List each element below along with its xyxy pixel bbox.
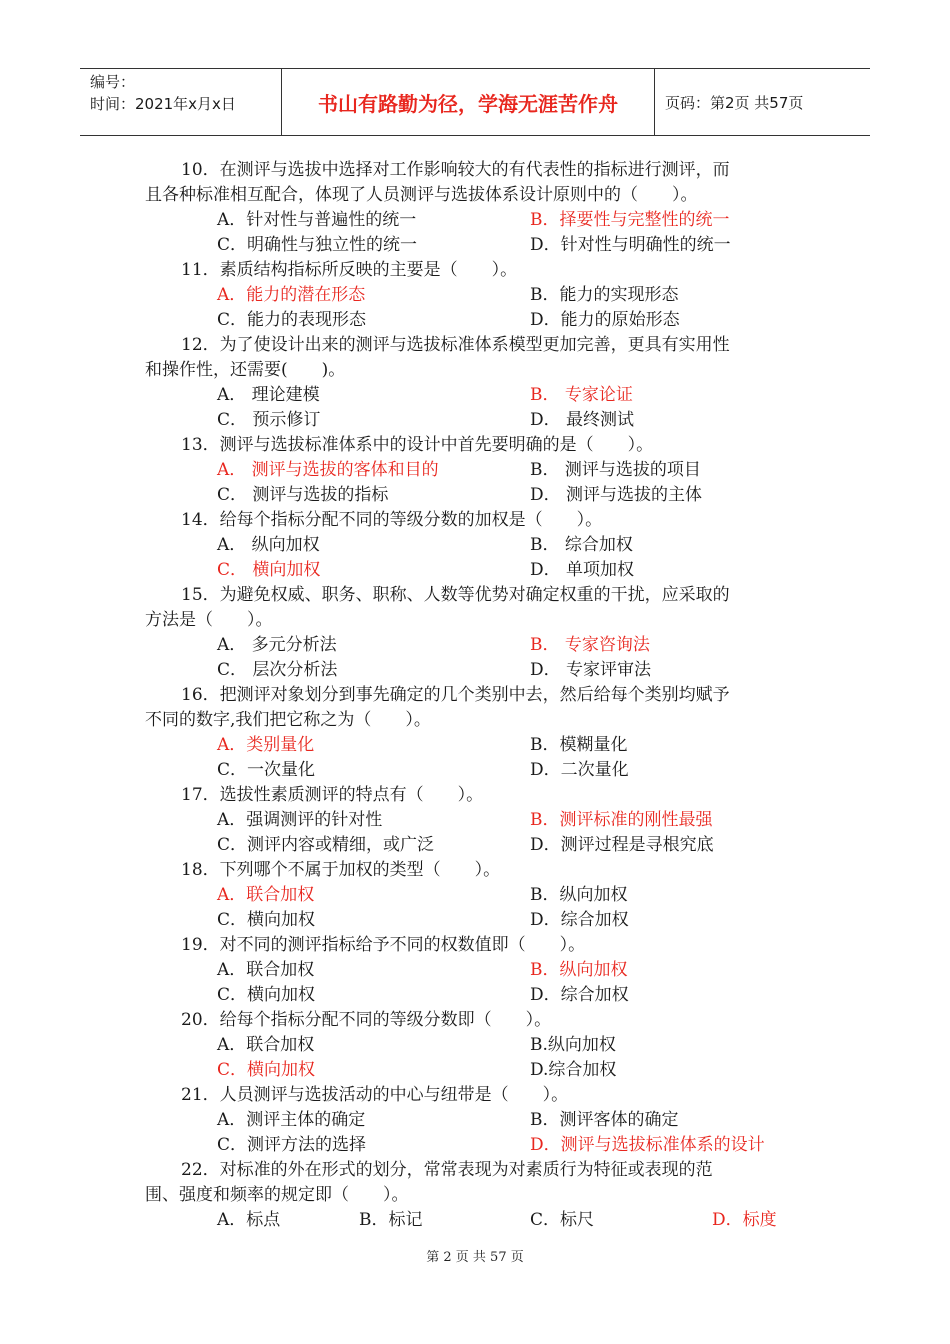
time-label: 时间：2021年x月x日 [90, 95, 236, 113]
option: D．二次量化 [530, 760, 629, 780]
options-row [145, 458, 805, 483]
option: C．能力的表现形态 [217, 310, 367, 330]
option: D． 测评与选拔的主体 [530, 485, 703, 505]
options-row [145, 808, 805, 833]
question-q12 [145, 333, 805, 433]
question-stem-continued: 和操作性，还需要( )。 [145, 360, 346, 380]
options-row [145, 1033, 805, 1058]
question-q10 [145, 158, 805, 258]
question-q11 [145, 258, 805, 333]
option: D．能力的原始形态 [530, 310, 680, 330]
answer-option: A．类别量化 [217, 735, 315, 755]
question-q14 [145, 508, 805, 583]
options-row [145, 758, 805, 783]
option: B．标记 [359, 1210, 423, 1230]
options-row [145, 558, 805, 583]
option: B．纵向加权 [530, 885, 628, 905]
options-row [145, 233, 805, 258]
question-stem-continued: 方法是（ ）。 [145, 610, 273, 630]
options-row [145, 533, 805, 558]
options-row [145, 283, 805, 308]
question-stem: 21．人员测评与选拔活动的中心与纽带是（ ）。 [181, 1085, 569, 1105]
option: A． 纵向加权 [217, 535, 320, 555]
answer-option: A．联合加权 [217, 885, 315, 905]
option: B.纵向加权 [530, 1035, 616, 1055]
options-row [145, 633, 805, 658]
question-stem: 12．为了使设计出来的测评与选拔标准体系模型更加完善，更具有实用性 [181, 335, 730, 355]
question-q16 [145, 683, 805, 783]
header-meta [80, 69, 282, 135]
option: C．横向加权 [217, 910, 316, 930]
option: C． 预示修订 [217, 410, 321, 430]
option: C． 测评与选拔的指标 [217, 485, 389, 505]
option: C．标尺 [530, 1210, 595, 1230]
answer-option: C．横向加权 [217, 1060, 316, 1080]
option: C． 层次分析法 [217, 660, 338, 680]
question-q13 [145, 433, 805, 508]
question-list [145, 158, 805, 1233]
question-q15 [145, 583, 805, 683]
page-footer: 第 2 页 共 57 页 [426, 1250, 524, 1265]
option: B． 综合加权 [530, 535, 633, 555]
option: D．综合加权 [530, 985, 629, 1005]
option: A．联合加权 [217, 1035, 315, 1055]
option: A．测评主体的确定 [217, 1110, 366, 1130]
options-row [145, 883, 805, 908]
option: C．一次量化 [217, 760, 316, 780]
answer-option: D．测评与选拔标准体系的设计 [530, 1135, 765, 1155]
question-stem: 13．测评与选拔标准体系中的设计中首先要明确的是（ ）。 [181, 435, 654, 455]
option: C．横向加权 [217, 985, 316, 1005]
option: D.综合加权 [530, 1060, 617, 1080]
question-stem: 14．给每个指标分配不同的等级分数的加权是（ ）。 [181, 510, 603, 530]
answer-option: B． 专家咨询法 [530, 635, 650, 655]
answer-option: B．测评标准的刚性最强 [530, 810, 713, 830]
option: D．综合加权 [530, 910, 629, 930]
option: D． 最终测试 [530, 410, 635, 430]
question-stem: 15．为避免权威、职务、职称、人数等优势对确定权重的干扰，应采取的 [181, 585, 730, 605]
answer-option: D．标度 [712, 1210, 777, 1230]
options-row [145, 408, 805, 433]
option: B．测评客体的确定 [530, 1110, 679, 1130]
question-stem: 18．下列哪个不属于加权的类型（ ）。 [181, 860, 501, 880]
options-row [145, 833, 805, 858]
option: A．针对性与普遍性的统一 [217, 210, 417, 230]
question-stem: 22．对标准的外在形式的划分，常常表现为对素质行为特征或表现的范 [181, 1160, 713, 1180]
answer-option: B．纵向加权 [530, 960, 628, 980]
option: A．强调测评的针对性 [217, 810, 383, 830]
question-q21 [145, 1083, 805, 1158]
header-motto: 书山有路勤为径，学海无涯苦作舟 [282, 69, 655, 135]
option: A．联合加权 [217, 960, 315, 980]
question-stem: 20．给每个指标分配不同的等级分数即（ ）。 [181, 1010, 552, 1030]
option: D．测评过程是寻根究底 [530, 835, 714, 855]
option: C．测评方法的选择 [217, 1135, 367, 1155]
question-stem: 16．把测评对象划分到事先确定的几个类别中去，然后给每个类别均赋予 [181, 685, 730, 705]
options-row [145, 733, 805, 758]
option: A． 理论建模 [217, 385, 320, 405]
page-header [80, 68, 870, 136]
question-stem-continued: 且各种标准相互配合，体现了人员测评与选拔体系设计原则中的（ ）。 [145, 185, 698, 205]
question-q17 [145, 783, 805, 858]
question-stem-continued: 围、强度和频率的规定即（ ）。 [145, 1185, 409, 1205]
options-row [145, 1208, 805, 1233]
option: D． 单项加权 [530, 560, 635, 580]
option: D．针对性与明确性的统一 [530, 235, 731, 255]
option: D． 专家评审法 [530, 660, 652, 680]
option: C．测评内容或精细，或广泛 [217, 835, 435, 855]
option: B． 测评与选拔的项目 [530, 460, 701, 480]
header-page-label: 页码：第2页 共57页 [665, 93, 804, 112]
options-row [145, 958, 805, 983]
options-row [145, 658, 805, 683]
options-row [145, 1108, 805, 1133]
options-row [145, 383, 805, 408]
question-q22 [145, 1158, 805, 1233]
options-row [145, 208, 805, 233]
option: B．模糊量化 [530, 735, 628, 755]
answer-option: A． 测评与选拔的客体和目的 [217, 460, 439, 480]
options-row [145, 1133, 805, 1158]
options-row [145, 483, 805, 508]
option: C．明确性与独立性的统一 [217, 235, 418, 255]
question-q18 [145, 858, 805, 933]
question-stem-continued: 不同的数字,我们把它称之为（ ）。 [145, 710, 431, 730]
question-stem: 17．选拔性素质测评的特点有（ ）。 [181, 785, 484, 805]
option: B．能力的实现形态 [530, 285, 679, 305]
question-stem: 11．素质结构指标所反映的主要是（ ）。 [181, 260, 518, 280]
options-row [145, 308, 805, 333]
option: A． 多元分析法 [217, 635, 337, 655]
answer-option: B．择要性与完整性的统一 [530, 210, 730, 230]
answer-option: C． 横向加权 [217, 560, 321, 580]
question-stem: 19．对不同的测评指标给予不同的权数值即（ ）。 [181, 935, 586, 955]
question-q19 [145, 933, 805, 1008]
question-q20 [145, 1008, 805, 1083]
options-row [145, 908, 805, 933]
option: A．标点 [217, 1210, 281, 1230]
answer-option: A．能力的潜在形态 [217, 285, 366, 305]
options-row [145, 983, 805, 1008]
question-stem: 10．在测评与选拔中选择对工作影响较大的有代表性的指标进行测评，而 [181, 160, 730, 180]
answer-option: B． 专家论证 [530, 385, 633, 405]
options-row [145, 1058, 805, 1083]
number-label: 编号： [90, 73, 136, 91]
